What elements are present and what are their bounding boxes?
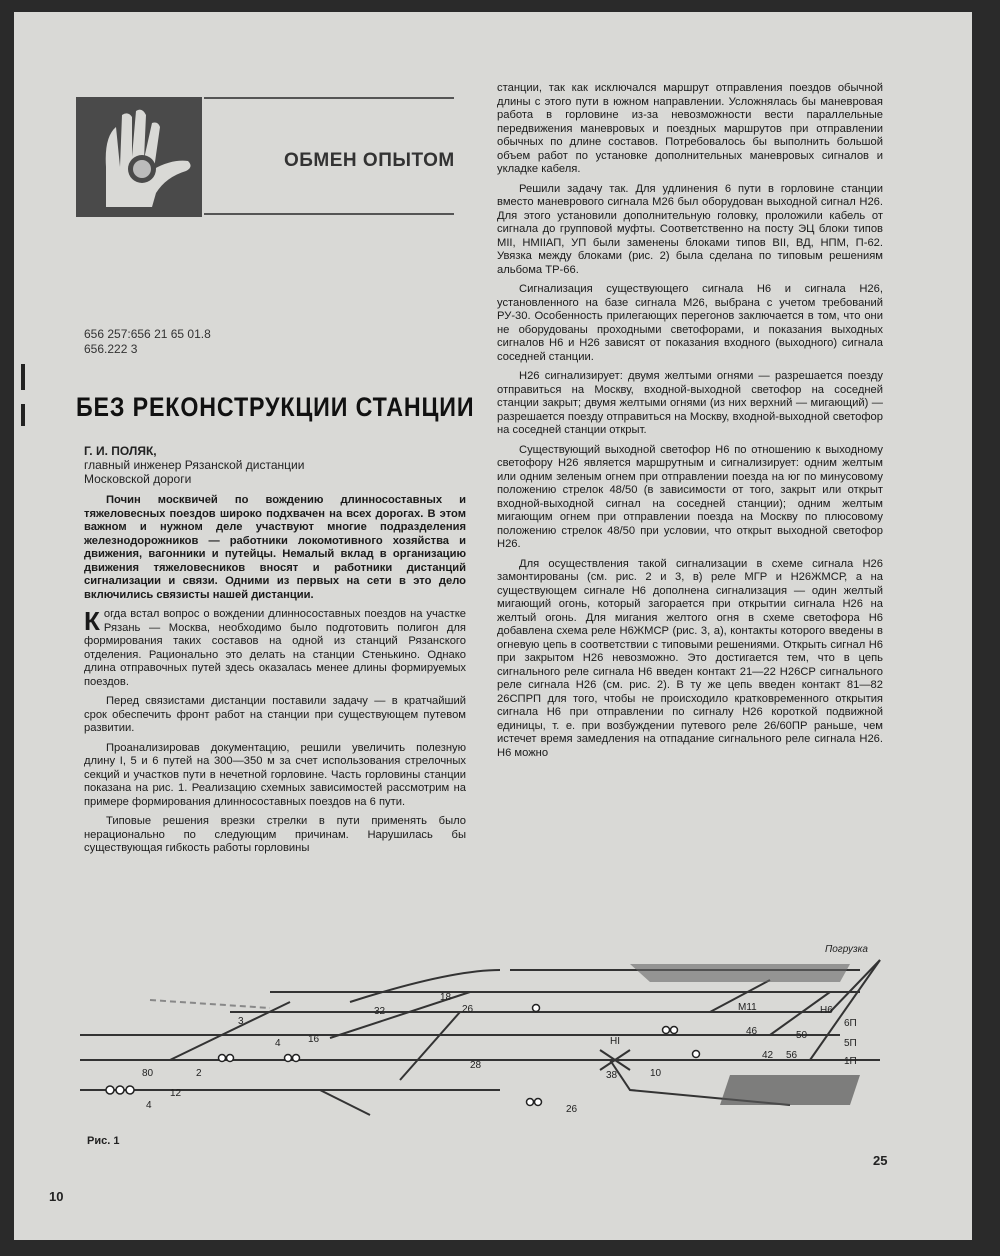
- signal-lamp: [527, 1099, 534, 1106]
- page-number-left: 10: [49, 1189, 64, 1204]
- label-switch: 80: [142, 1068, 154, 1079]
- label-switch: 26: [566, 1104, 578, 1115]
- author-name: Г. И. ПОЛЯК,: [84, 444, 157, 458]
- signal-lamp: [293, 1055, 300, 1062]
- paragraph: Перед связистами дистанции поставили задачу — в кратчайший срок обеспечить фронт работ на станции при существующем путевом развитии.: [84, 695, 466, 734]
- label-switch: 12: [170, 1088, 182, 1099]
- paragraph: Н26 сигнализирует: двумя желтыми огнями — разрешается поезду отправиться на Москву, входной-выходной светофор на соседней станции закрыт; двумя желтыми огнями (из них верхний — мигающий) — разрешается поезду отправиться на Москву, входной-выходной светофор на соседней станции открыт.: [497, 370, 883, 436]
- label-switch: 16: [308, 1034, 320, 1045]
- author-role: Московской дороги: [84, 472, 192, 486]
- label-signal: Н6: [820, 1005, 833, 1016]
- signal-lamp: [663, 1027, 670, 1034]
- paragraph: Существующий выходной светофор Н6 по отношению к выходному светофору Н26 является маршрутным и сигнализирует: одним желтым или одним зеленым огнем при отправлении поезда на юг по минусовому положению стрелок 48/50 (в зависимости от того, закрыт или открыт входной-выходной сигнал на соседней станции); одним желтым мигающим огнем при отправлении поезда на Москву по плюсовому положению стрелок 48/50 при условии, что открыт выходной светофор Н26.: [497, 443, 883, 550]
- figure-caption: Рис. 1: [87, 1135, 120, 1147]
- label-signal: НI: [610, 1036, 620, 1047]
- label-switch: 2: [196, 1068, 202, 1079]
- signal-lamp: [126, 1086, 134, 1094]
- label-switch: 50: [796, 1030, 808, 1041]
- signal-lamp: [535, 1099, 542, 1106]
- label-switch: 46: [746, 1026, 758, 1037]
- loading-platform: [630, 964, 850, 982]
- loading-platform: [720, 1075, 860, 1105]
- label-switch: 28: [470, 1060, 482, 1071]
- paragraph: Сигнализация существующего сигнала Н6 и сигнала Н26, установленного на базе сигнала М26, выбрана с учетом требований РУ-30. Особенность прилегающих перегонов заключается в том, что они не оборудованы проходными светофорами, и показания выходных сигналов Н6 и Н26 зависят от показания входного (выходного) сигнала соседней станции.: [497, 283, 883, 363]
- label-switch: 56: [786, 1050, 798, 1061]
- right-column: [497, 82, 883, 766]
- signal-lamp: [693, 1051, 700, 1058]
- hand-emblem-icon: [76, 97, 202, 217]
- label-switch: 10: [650, 1068, 662, 1079]
- journal-page: [14, 12, 972, 1240]
- label-switch: 42: [762, 1050, 774, 1061]
- signal-lamp: [106, 1086, 114, 1094]
- track: [350, 970, 500, 1002]
- left-column: [84, 494, 466, 862]
- label-track: 6П: [844, 1018, 857, 1029]
- label-track: 1П: [844, 1056, 857, 1067]
- article-title: БЕЗ РЕКОНСТРУКЦИИ СТАНЦИИ: [76, 392, 475, 422]
- paragraph: Когда встал вопрос о вождении длинносоставных поездов на участке Рязань — Москва, необходимо было подготовить полигон для формирования таких составов на одной из станций Рязанского отделения. Рационально это делать на станции Стенькино. Однако длина отправочных путей здесь оказалась менее длины формируемых поездов.: [84, 606, 466, 688]
- paragraph: Проанализировав документацию, решили увеличить полезную длину I, 5 и 6 путей на 300—350 м за счет использования стрелочных секций и участков пути в нечетной горловине. Часть горловины станции показана на рис. 1. Реализацию схемных зависимостей рассмотрим на примере формирования длинносоставных поездов на 6 пути.: [84, 741, 466, 808]
- paragraph: Решили задачу так. Для удлинения 6 пути в горловине станции вместо маневрового сигнала М26 был оборудован выходной сигнал Н26. Для этого установили дополнительную головку, проложили кабель от сигнала до групповой муфты. Соответственно на посту ЭЦ блоки типов МII, НМIIАП, УП были заменены блоками типов ВII, ВД, НПМ, П-62. Увязка между блоками (рис. 2) была сделана по типовым решениям альбома ТР-66.: [497, 182, 883, 276]
- paragraph: Типовые решения врезки стрелки в пути применять было нерационально по следующим причинам. Нарушилась бы существующая гибкость работы горловины: [84, 815, 466, 854]
- signal-lamp: [227, 1055, 234, 1062]
- udc-code: 656 257:656 21 65 01.8 656.222 3: [84, 327, 211, 356]
- label-signal: М11: [738, 1002, 757, 1013]
- lead-paragraph: Почин москвичей по вождению длинносоставных и тяжеловесных поездов широко подхвачен на всех дорогах. В этом важном и нужном деле участвуют многие подразделения железнодорожников — работники локомотивного хозяйства и движения, вагонники и путейцы. Немалый вклад в организацию движения тяжеловесников вносят и работники дистанций сигнализации и связи. Одними из первых на сети в это дело включились связисты нашей дистанции.: [84, 494, 466, 601]
- track: [400, 1012, 460, 1080]
- margin-mark: [21, 404, 25, 426]
- signal-lamp: [285, 1055, 292, 1062]
- header-rule-top: [204, 97, 454, 99]
- signal-lamp: [533, 1005, 540, 1012]
- label-pogruzka: Погрузка: [825, 944, 868, 955]
- label-switch: 4: [146, 1100, 152, 1111]
- author-block: [84, 444, 304, 486]
- track: [170, 1002, 290, 1060]
- page-number: 25: [873, 1153, 888, 1168]
- signal-lamp: [671, 1027, 678, 1034]
- label-switch: 26: [462, 1004, 474, 1015]
- paragraph: Для осуществления такой сигнализации в схеме сигнала Н26 замонтированы (см. рис. 2 и 3, в) реле МГР и Н26ЖМСР, а на существующем сигнале Н6 дополнена сигнализация — один желтый мигающий огонь, который загорается при открытии сигнала Н26 на желтый огонь. Для мигания желтого огня в схеме светофора Н6 добавлена схема реле Н6ЖМСР (рис. 3, а), контакты которого введены в огневую цепь в соответствии с типовыми решениями. Открыть сигнал Н6 при закрытом Н26 невозможно. Это достигается тем, что в цепь сигнального реле сигнала Н6 введен контакт 21—22 Н26СР сигнального реле сигнала Н26 (см. рис. 2). В ту же цепь введен контакт 81—82 26СПРП для того, чтобы не происходило кратковременного открытия сигнала Н6 при отправлении по сигналу Н26 короткой подвижной единицы, т. е. при возбуждении путевого реле 26/60ПР раньше, чем истечет время замедления на отпадание сигнального реле сигнала Н26. Н6 можно: [497, 557, 883, 759]
- label-switch: 38: [606, 1070, 618, 1081]
- signal-lamp: [116, 1086, 124, 1094]
- author-role: главный инженер Рязанской дистанции: [84, 458, 305, 472]
- label-track: 5П: [844, 1038, 857, 1049]
- track: [320, 1090, 370, 1115]
- signal-lamp: [219, 1055, 226, 1062]
- label-switch: 4: [275, 1038, 281, 1049]
- track-diagram: [70, 930, 890, 1130]
- track: [150, 1000, 270, 1008]
- label-switch: 32: [374, 1006, 386, 1017]
- drop-cap: К: [84, 606, 100, 636]
- paragraph: станции, так как исключался маршрут отправления поездов обычной длины с этого пути в южном направлении. Усложнялась бы маневровая работа в горловине из-за невозможности вести параллельные передвижения маневровых и поездных маршрутов при отправлении обычных по длине составов. Потребовалось бы выполнить большой объем работ по установке дополнительных маневровых сигналов и укладке кабеля.: [497, 82, 883, 175]
- section-title: ОБМЕН ОПЫТОМ: [284, 150, 455, 171]
- label-switch: 3: [238, 1016, 244, 1027]
- margin-mark: [21, 364, 25, 390]
- header-rule-bottom: [204, 213, 454, 215]
- label-switch: 18: [440, 992, 452, 1003]
